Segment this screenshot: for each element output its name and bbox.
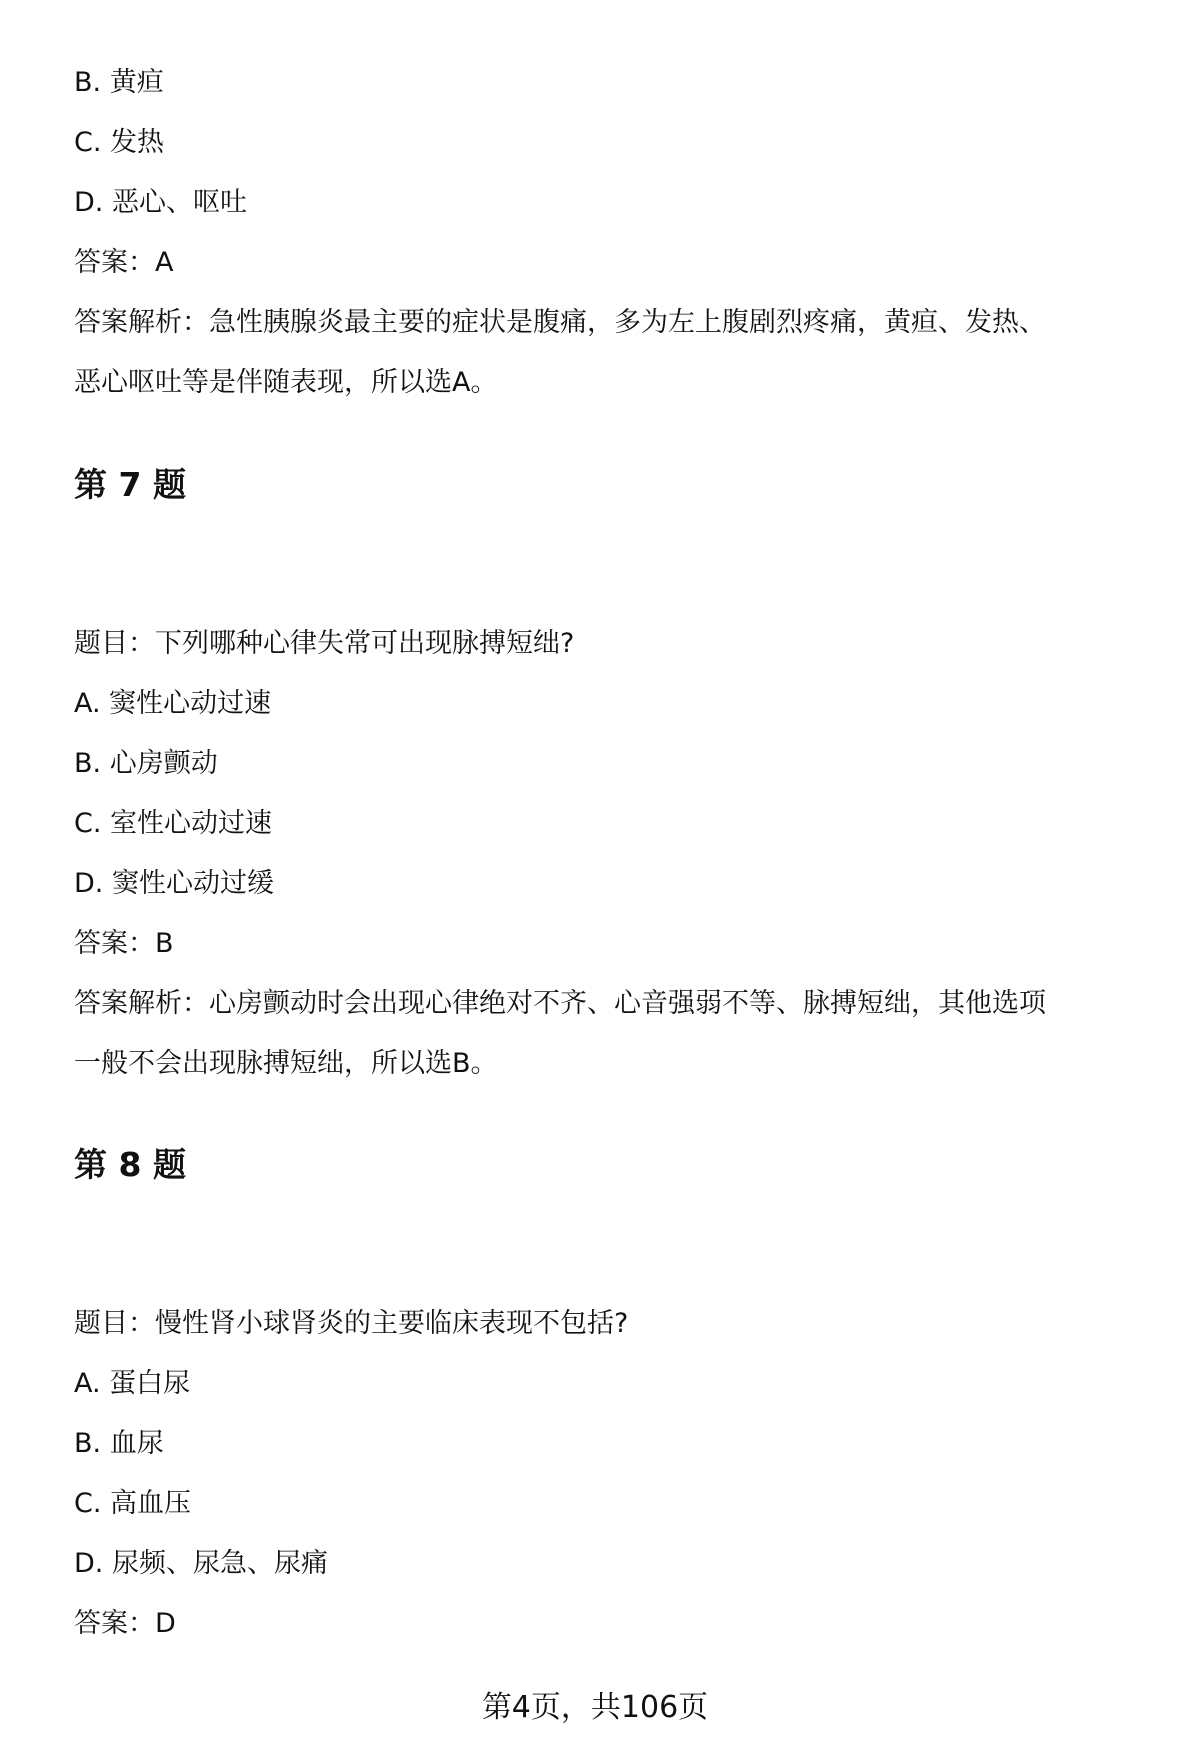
q6-option-d: D. 恶心、呕吐: [74, 187, 247, 218]
q7-option-a: A. 窦性心动过速: [74, 688, 272, 719]
q7-answer: 答案：B: [74, 928, 174, 959]
q8-heading: 第 8 题: [74, 1145, 186, 1184]
q7-analysis-line1: 答案解析：心房颤动时会出现心律绝对不齐、心音强弱不等、脉搏短绌，其他选项: [74, 988, 1046, 1019]
q7-option-b: B. 心房颤动: [74, 748, 218, 779]
q8-option-c: C. 高血压: [74, 1488, 192, 1519]
q8-answer: 答案：D: [74, 1608, 176, 1639]
q7-option-d: D. 窦性心动过缓: [74, 868, 274, 899]
q8-option-b: B. 血尿: [74, 1428, 164, 1459]
page-number-footer: 第4页，共106页: [481, 1690, 709, 1725]
q6-analysis-line2: 恶心呕吐等是伴随表现，所以选A。: [74, 367, 498, 398]
q7-question: 题目：下列哪种心律失常可出现脉搏短绌?: [74, 628, 575, 659]
q6-answer: 答案：A: [74, 247, 174, 278]
q6-analysis-line1: 答案解析：急性胰腺炎最主要的症状是腹痛，多为左上腹剧烈疼痛，黄疸、发热、: [74, 307, 1046, 338]
q8-question: 题目：慢性肾小球肾炎的主要临床表现不包括?: [74, 1308, 629, 1339]
q7-heading: 第 7 题: [74, 465, 186, 504]
q7-option-c: C. 室性心动过速: [74, 808, 273, 839]
q6-option-b: B. 黄疸: [74, 67, 164, 98]
q8-option-a: A. 蛋白尿: [74, 1368, 191, 1399]
q7-analysis-line2: 一般不会出现脉搏短绌，所以选B。: [74, 1048, 498, 1079]
q8-option-d: D. 尿频、尿急、尿痛: [74, 1548, 328, 1579]
q6-option-c: C. 发热: [74, 127, 165, 158]
